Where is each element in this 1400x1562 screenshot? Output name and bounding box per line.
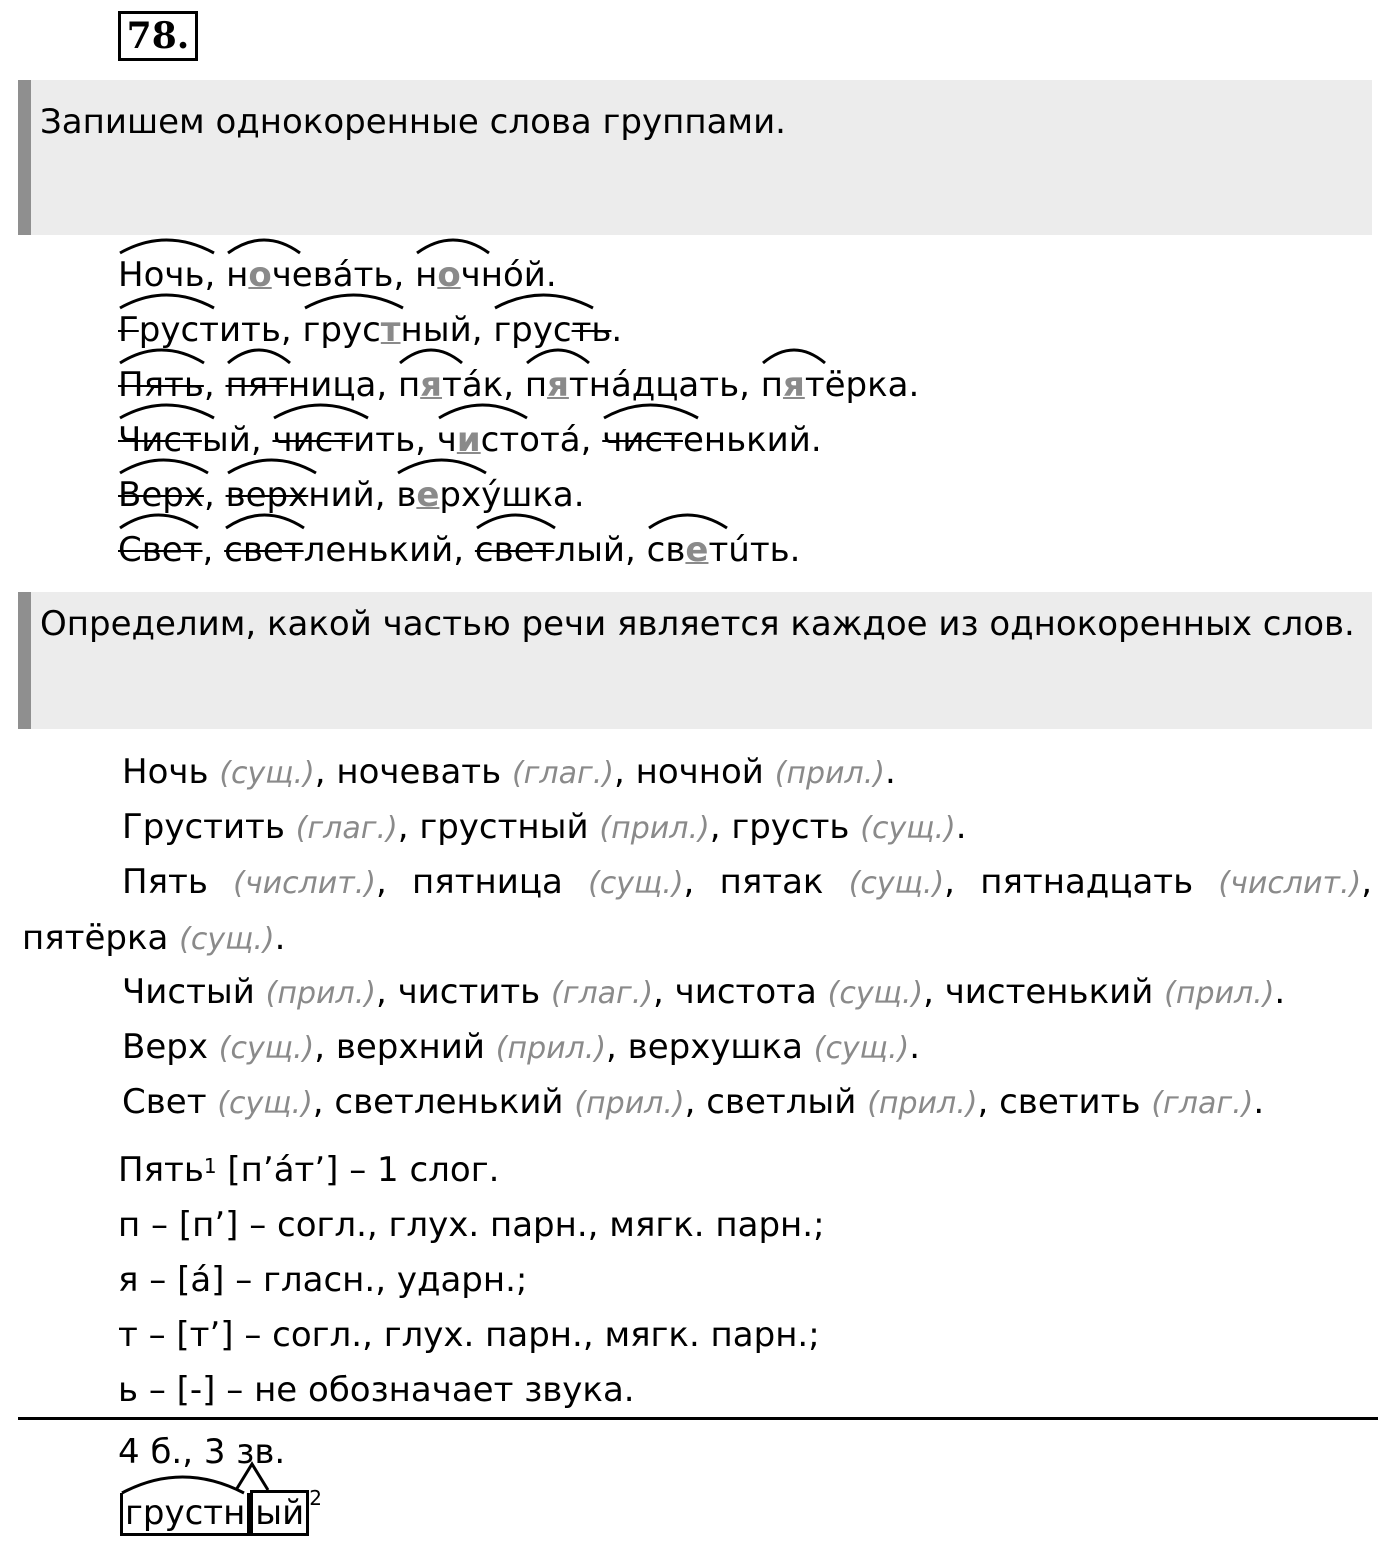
word: пятáк [398,365,503,405]
word: чистить [272,420,415,460]
task-instruction-1 [18,80,1372,235]
task-2-text: Определим, какой частью речи является каждое из однокоренных слов. [40,604,1355,644]
pos-line-2: Грустить (глаг.), грустный (прил.), грусть (сущ.). [122,807,967,847]
pos-line-5: Верх (сущ.), верхний (прил.), верхушка (сущ.). [122,1027,920,1067]
group-line-6: Свет , светленький , светлый , светúть . [118,530,800,570]
phonetic-line-3: т – [т’] – согл., глух. парн., мягк. парн.; [118,1315,820,1355]
task-instruction-2 [18,592,1372,729]
pos-line-3: Пять (числит.), пятница (сущ.), пятак (сущ.), пятнадцать (числит.), пятёрка (сущ.). [22,862,1373,958]
word: ночевáть [226,255,393,295]
word: Грустить [118,310,281,350]
pos-line-1: Ночь (сущ.), ночевать (глаг.), ночной (прил.). [122,752,896,792]
divider [18,1417,1378,1420]
group-line-1: Ночь , ночевáть , ночнóй . [118,255,557,295]
ending-segment: ый [250,1490,309,1536]
word: светлый [475,530,625,570]
phonetic-line-4: ь – [-] – не обозначает звука. [118,1370,635,1410]
exercise-number: 78. [118,11,198,61]
morpheme-footnote: 2 [309,1486,322,1510]
group-line-5: Верх , верхний , верхýшка . [118,475,585,515]
word: светúть [647,530,790,570]
group-line-4: Чистый , чистить , чистотá , чистенький . [118,420,822,460]
word: пятница [226,365,377,405]
group-line-3: Пять , пятница , пятáк , пятнáдцать , пятёрка . [118,365,919,405]
word: чистотá [437,420,581,460]
word: верхýшка [396,475,573,515]
pos-line-4: Чистый (прил.), чистить (глаг.), чистота (сущ.), чистенький (прил.). [122,972,1286,1012]
word: Пять [118,365,204,405]
pos-line-6: Свет (сущ.), светленький (прил.), светлый (прил.), светить (глаг.). [122,1082,1265,1122]
word: пятнáдцать [525,365,739,405]
word: Верх [118,475,204,515]
word: Чистый [118,420,251,460]
phonetic-line-2: я – [á] – гласн., ударн.; [118,1260,528,1300]
group-line-2: Грустить , грустный , грусть . [118,310,622,350]
word: верхний [226,475,375,515]
task-1-text: Запишем однокоренные слова группами. [40,102,786,142]
morpheme-analysis [120,1486,322,1536]
word: грусть [493,310,611,350]
word: пятёрка [761,365,909,405]
word: Свет [118,530,203,570]
word: чистенький [602,420,811,460]
word: светленький [224,530,453,570]
phonetic-summary: 4 б., 3 зв. [118,1432,286,1472]
word: ночнóй [415,255,546,295]
root-segment: грустн [120,1493,250,1536]
word: грустный [303,310,472,350]
phonetic-header: Пять$^1$ [п’áт’] – 1 слог. [118,1150,500,1190]
word: Ночь [118,255,205,295]
phonetic-line-1: п – [п’] – согл., глух. парн., мягк. парн.; [118,1205,825,1245]
